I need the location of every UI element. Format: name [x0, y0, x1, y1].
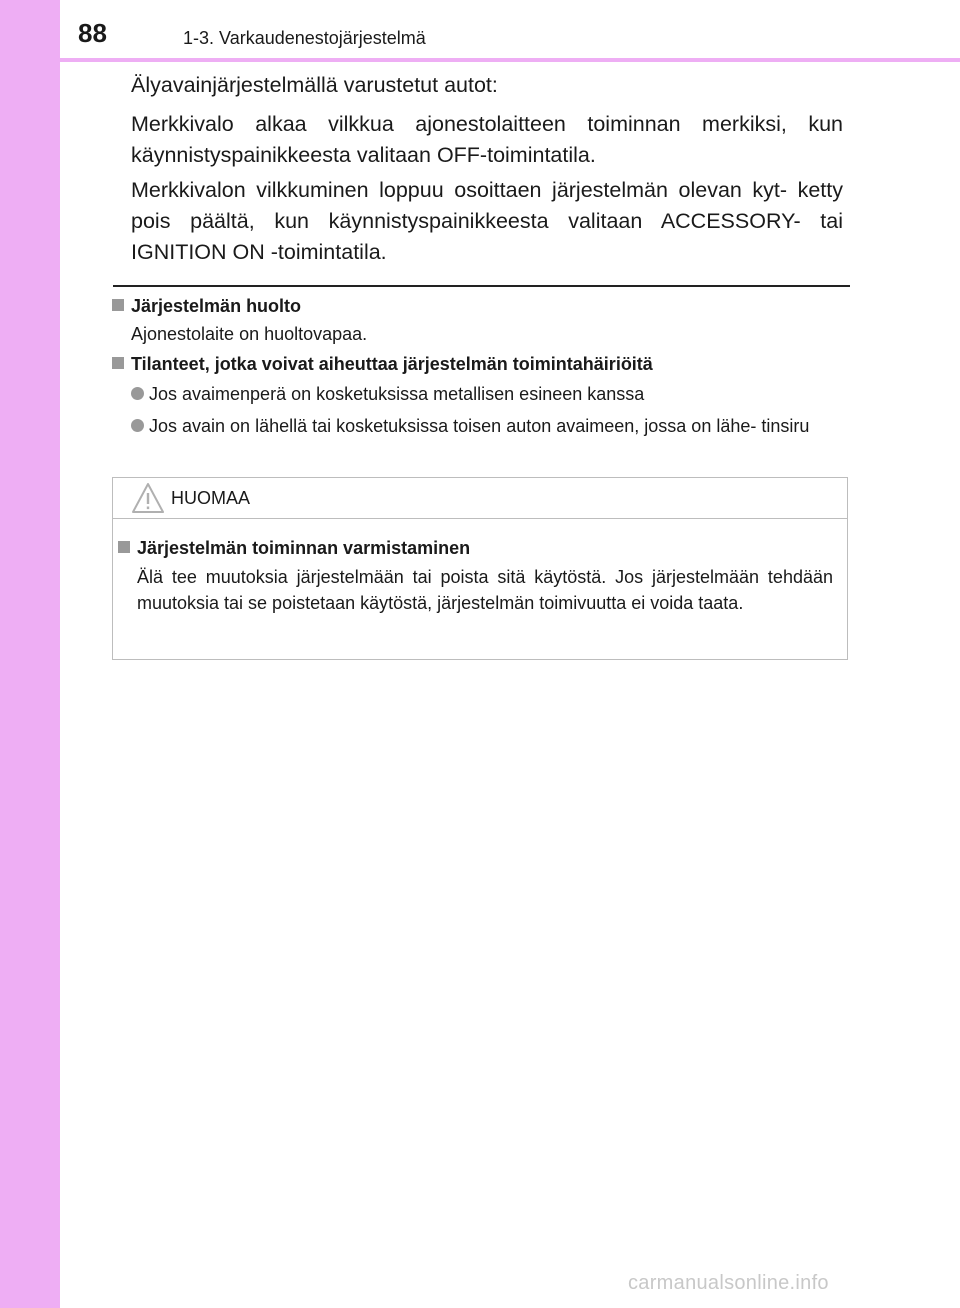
caution-text: Älä tee muutoksia järjestelmään tai poista sitä käytöstä. Jos järjestelmään tehdään muutoksia tai se poistetaan käytöstä, järjestelmän toimivuutta ei voida taata. [137, 567, 833, 613]
section-title: 1-3. Varkaudenestojärjestelmä [183, 28, 426, 48]
square-bullet-icon [118, 541, 130, 553]
warning-triangle-icon [131, 482, 165, 514]
maintenance-text: Ajonestolaite on huoltovapaa. [131, 324, 368, 344]
intro-paragraph-2: Merkkivalon vilkkuminen loppuu osoittaen järjestelmän olevan kyt- ketty pois päältä, kun käynnistyspainikkeesta valitaan ACCESSORY- tai IGNITION ON -toimintatila. [131, 178, 843, 264]
caution-heading [118, 538, 470, 559]
list-item-text: Jos avain on lähellä tai kosketuksissa toisen auton avaimeen, jossa on lähe- tinsiru [149, 416, 810, 436]
caution-box [112, 477, 848, 660]
square-bullet-icon [112, 357, 124, 369]
caution-label: HUOMAA [171, 488, 251, 508]
round-bullet-icon [131, 419, 144, 432]
malfunctions-heading-text: Tilanteet, jotka voivat aiheuttaa järjestelmän toimintahäiriöitä [131, 354, 653, 374]
malfunctions-heading [112, 353, 653, 375]
maintenance-heading [112, 295, 301, 317]
list-item-text: Jos avaimenperä on kosketuksissa metallisen esineen kanssa [149, 384, 645, 404]
section-divider [113, 285, 850, 287]
side-band [0, 0, 60, 1308]
square-bullet-icon [112, 299, 124, 311]
page-number: 88 [78, 18, 107, 48]
list-item [131, 382, 851, 406]
round-bullet-icon [131, 387, 144, 400]
watermark: carmanualsonline.info [628, 1272, 829, 1294]
caution-header [113, 478, 847, 519]
intro-lead: Älyavainjärjestelmällä varustetut autot: [131, 73, 498, 97]
list-item [131, 414, 851, 438]
caution-heading-text: Järjestelmän toiminnan varmistaminen [137, 538, 471, 558]
intro-paragraph-1: Merkkivalo alkaa vilkkua ajonestolaitteen toiminnan merkiksi, kun käynnistyspainikkeesta valitaan OFF-toimintatila. [131, 112, 843, 167]
maintenance-heading-text: Järjestelmän huolto [131, 296, 302, 316]
header-rule [60, 58, 960, 62]
